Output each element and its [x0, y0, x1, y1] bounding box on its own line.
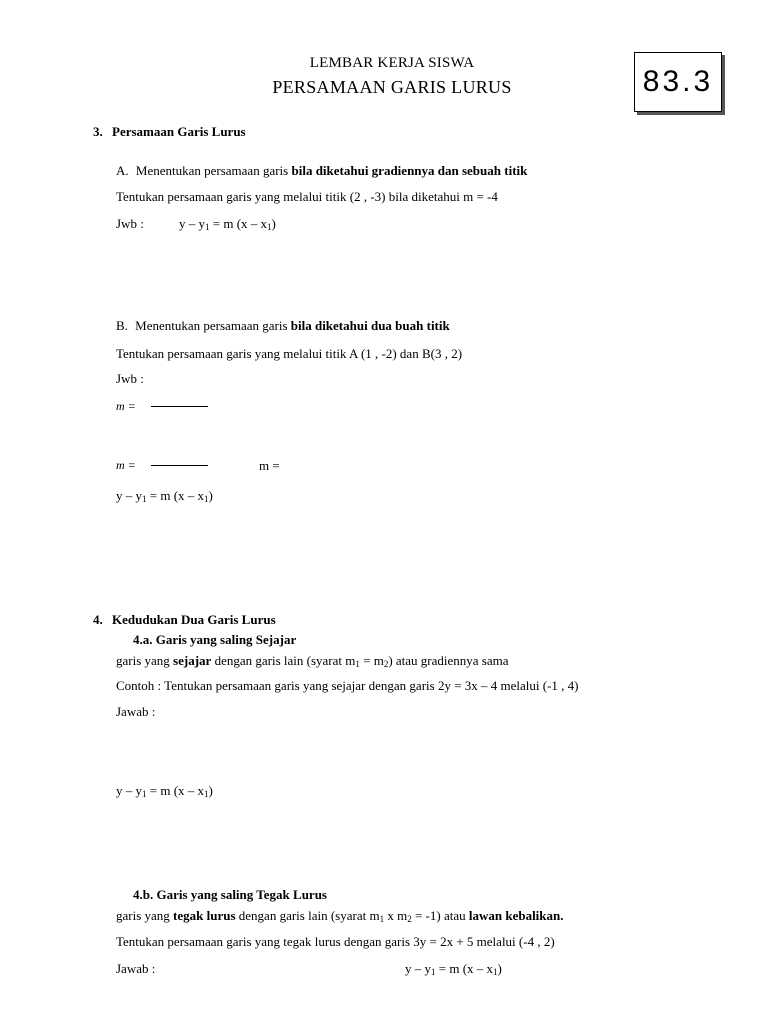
- part-b-question: Tentukan persamaan garis yang melalui titik A (1 , -2) dan B(3 , 2): [116, 346, 463, 361]
- subsection-4b-title: 4.b. Garis yang saling Tegak Lurus: [133, 887, 327, 902]
- parallel-description: garis yang sejajar dengan garis lain (syarat $m_1 = m_2$) atau gradiennya sama: [116, 653, 509, 669]
- page-number: 83.3: [642, 65, 714, 98]
- part-b-formula: $y - y_1 = m$ $(x - x_1)$: [116, 488, 213, 504]
- part-a-intro: [116, 163, 527, 179]
- part-a-answer-label: Jwb :: [116, 216, 144, 231]
- perpendicular-formula: $y - y_1 = m$ $(x - x_1)$: [405, 961, 502, 977]
- part-b-intro-text: Menentukan persamaan garis: [135, 318, 291, 333]
- page-number-box: [634, 52, 722, 112]
- perpendicular-question: Tentukan persamaan garis yang tegak lurus dengan garis 3y = 2x + 5 melalui (-4 , 2): [116, 934, 555, 949]
- part-b-intro-bold: bila diketahui dua buah titik: [290, 318, 450, 333]
- parallel-example: Contoh : Tentukan persamaan garis yang sejajar dengan garis 2y = 3x – 4 melalui (-1 , 4): [116, 678, 579, 693]
- part-b-label: B.: [116, 318, 128, 333]
- fraction-line-2: [151, 465, 208, 466]
- part-a-label: A.: [116, 163, 129, 178]
- part-a-intro-text: Menentukan persamaan garis: [135, 163, 292, 178]
- gradient-formula-label-1: m =: [116, 399, 136, 413]
- part-a-formula: $y - y_1 = m$ $(x - x_1)$: [179, 216, 276, 232]
- section-4-title: Kedudukan Dua Garis Lurus: [112, 612, 276, 627]
- worksheet-label: LEMBAR KERJA SISWA: [309, 55, 475, 71]
- subsection-4a-title: 4.a. Garis yang saling Sejajar: [133, 632, 297, 647]
- perpendicular-answer-label: Jawab :: [116, 961, 156, 976]
- perpendicular-description: garis yang tegak lurus dengan garis lain (syarat $m_1$ x $m_2 = -1$) atau lawan kebalikan.: [116, 908, 564, 924]
- page-title: PERSAMAAN GARIS LURUS: [272, 77, 512, 97]
- section-3-heading: [93, 124, 246, 140]
- gradient-formula-label-2: m =: [116, 458, 136, 472]
- section-3-number: 3.: [93, 124, 103, 139]
- parallel-answer-label: Jawab :: [116, 704, 156, 719]
- part-b-intro: [116, 318, 450, 334]
- part-b-answer-label: Jwb :: [116, 371, 144, 386]
- section-4-heading: [93, 612, 276, 628]
- section-3-title: Persamaan Garis Lurus: [112, 124, 246, 139]
- part-a-question: Tentukan persamaan garis yang melalui titik (2 , -3) bila diketahui m = -4: [116, 189, 498, 204]
- fraction-line-1: [151, 406, 208, 407]
- section-4-number: 4.: [93, 612, 103, 627]
- gradient-result-label: m =: [259, 458, 280, 473]
- part-a-intro-bold: bila diketahui gradiennya dan sebuah titik: [291, 163, 528, 178]
- parallel-formula: $y - y_1 = m$ $(x - x_1)$: [116, 783, 213, 799]
